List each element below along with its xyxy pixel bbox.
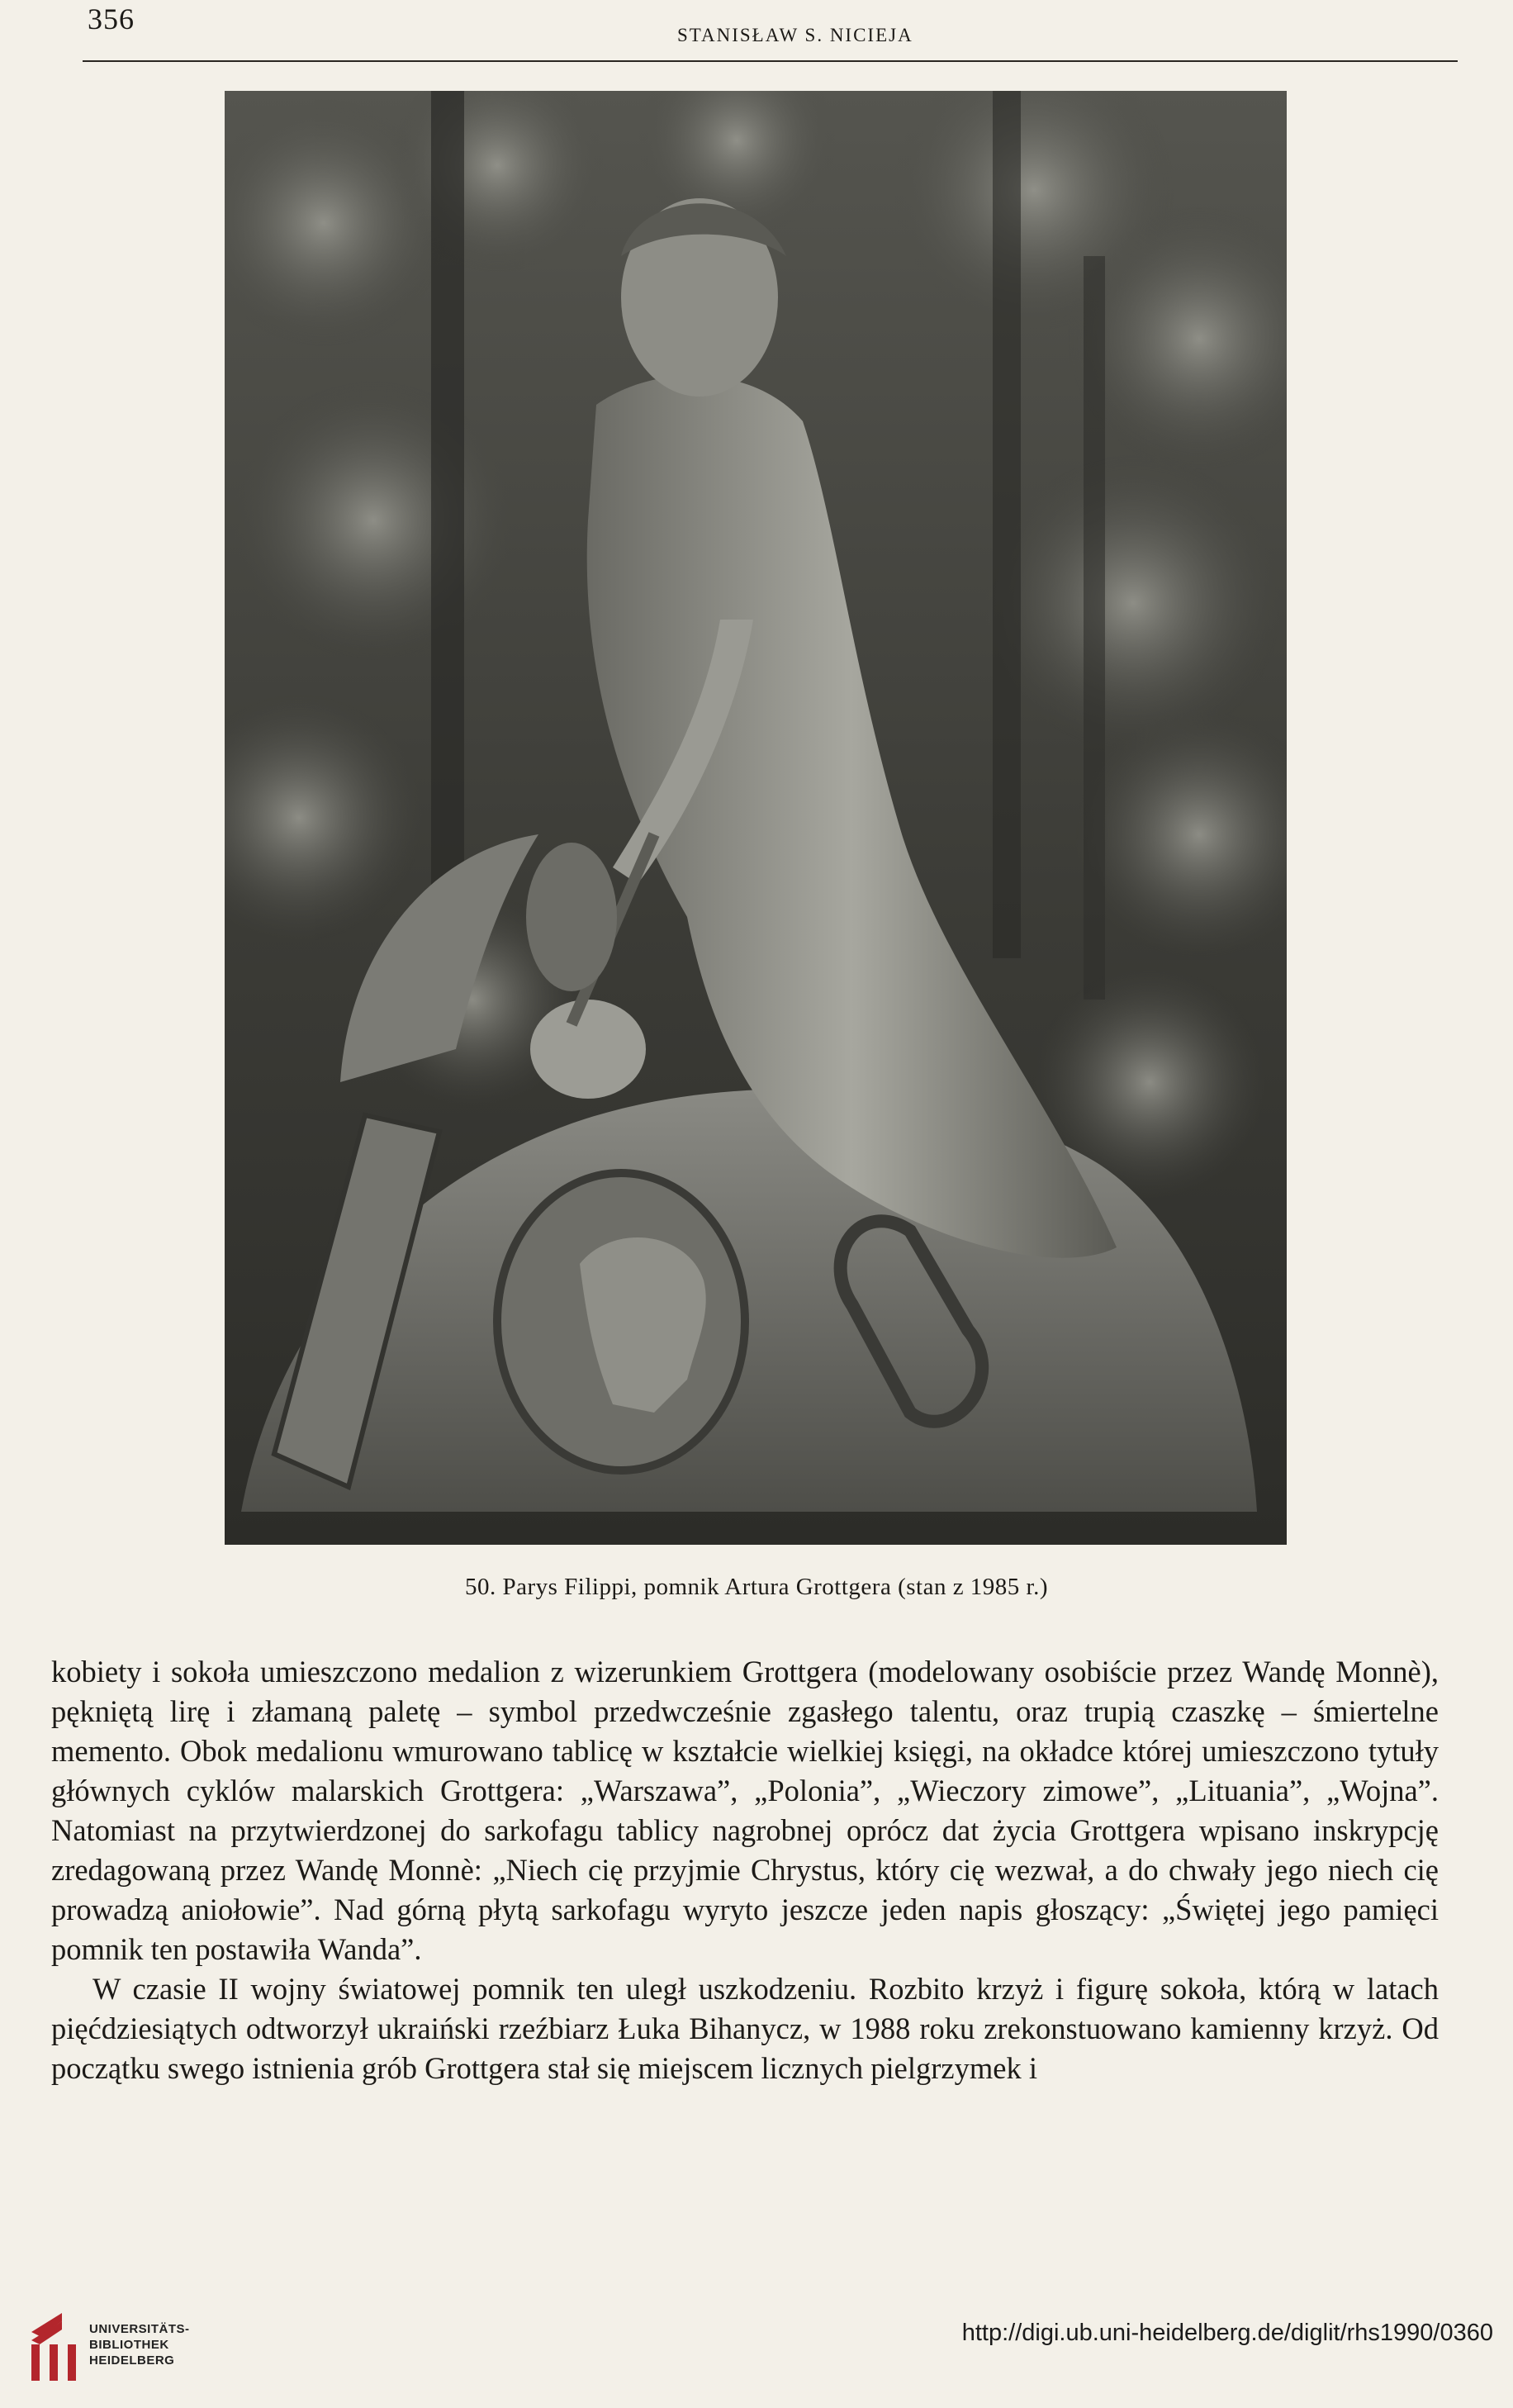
- photograph-grottger-monument: [225, 91, 1287, 1545]
- figure-caption: 50. Parys Filippi, pomnik Artura Grottgera (stan z 1985 r.): [464, 1574, 1049, 1600]
- paragraph: kobiety i sokoła umieszczono medalion z wizerunkiem Grottgera (modelowany osobiście przez Wandę Monnè), pękniętą lirę i złamaną paletę – symbol przedwcześnie zgasłego talentu, oraz trupią czaszkę – śmiertelne memento. Obok medalionu wmurowano tablicę w kształcie wielkiej księgi, na okładce której umieszczono tytuły głównych cyklów malarskich Grottgera: „Warszawa”, „Polonia”, „Wieczory zimowe”, „Lituania”, „Wojna”. Natomiast na przytwierdzonej do sarkofagu tablicy nagrobnej oprócz dat życia Grottgera wpisano inskrypcję zredagowaną przez Wandę Monnè: „Niech cię przyjmie Chrystus, który cię wezwał, a do chwały jego niech cię prowadzą aniołowie”. Nad górną płytą sarkofagu wyryto jeszcze jeden napis głoszący: „Świętej jego pamięci pomnik ten postawiła Wanda”.: [51, 1655, 1439, 1966]
- paragraph: W czasie II wojny światowej pomnik ten uległ uszkodzeniu. Rozbito krzyż i figurę sokoła, którą w latach pięćdziesiątych odtworzył ukraiński rzeźbiarz Łuka Bihanycz, w 1988 roku zrekonstuowano kamienny krzyż. Od początku swego istnienia grób Grottgera stał się miejscem licznych pielgrzymek i: [51, 1972, 1439, 2085]
- logo-line: BIBLIOTHEK: [89, 2338, 169, 2352]
- monument-photo-illustration: [225, 91, 1287, 1545]
- header-rule: [83, 60, 1458, 62]
- library-logo[interactable]: [25, 2303, 223, 2386]
- running-title: STANISŁAW S. NICIEJA: [677, 25, 913, 45]
- library-logo-text: [89, 2321, 190, 2368]
- logo-line: UNIVERSITÄTS-: [89, 2322, 190, 2336]
- logo-line: HEIDELBERG: [89, 2353, 175, 2368]
- running-header: [83, 0, 1458, 66]
- body-text: [51, 1652, 1439, 2088]
- source-url-link[interactable]: http://digi.ub.uni-heidelberg.de/diglit/rhs1990/0360: [961, 2320, 1493, 2346]
- page-number: 356: [88, 2, 135, 36]
- library-logo-icon: [25, 2303, 83, 2386]
